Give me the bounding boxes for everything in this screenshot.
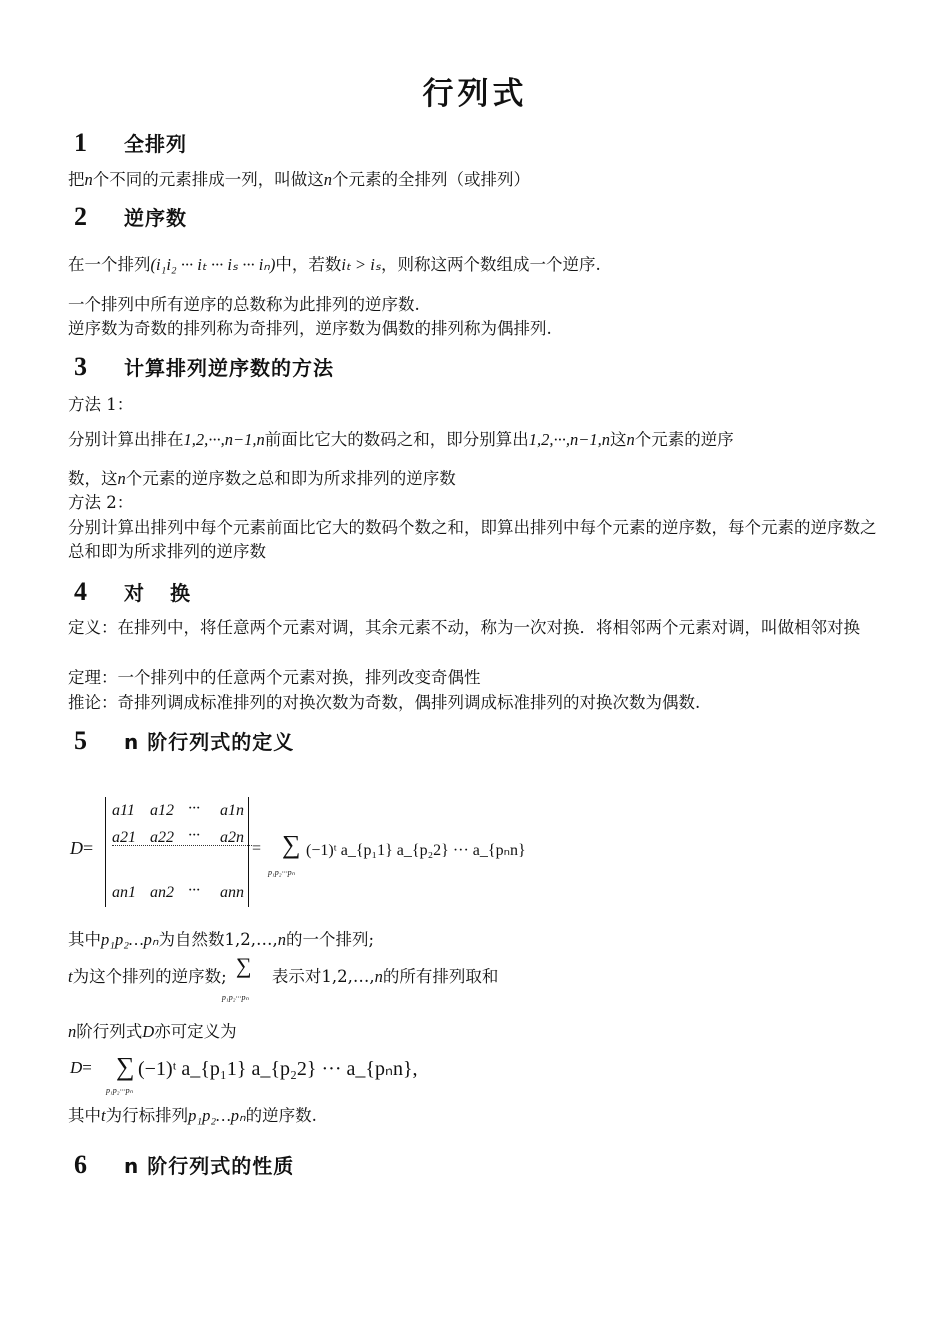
p-sequence: p₁p₂…pₙ (188, 1106, 246, 1125)
var-n: n (117, 469, 126, 488)
inversion-definition (68, 253, 601, 277)
section-heading-6 (74, 1150, 294, 1180)
matrix-entry: a22 (150, 829, 174, 846)
summation-index: p₁p₂···pₙ (221, 993, 249, 1002)
section-label: n 阶行列式的定义 (124, 730, 295, 754)
symbol-D: D (142, 1022, 155, 1041)
odd-even-permutation-definition: 逆序数为奇数的排列称为奇排列，逆序数为偶数的排列称为偶排列. (68, 319, 552, 338)
text-run: 的一个排列; (285, 930, 375, 949)
text-run: 前面比它大的数码之和，即分别算出 (264, 430, 529, 449)
text-run: 阶行列式 (76, 1022, 143, 1041)
text-run: 中，若数 (275, 255, 342, 274)
matrix-entry: ··· (188, 827, 200, 844)
text-run: 的逆序数. (245, 1106, 317, 1125)
text-run: 亦可定义为 (154, 1022, 237, 1041)
matrix-entry: ann (220, 884, 244, 901)
matrix-entry: an1 (112, 884, 136, 901)
row-index-note (68, 1104, 317, 1128)
var-n: n (323, 170, 332, 189)
method-1-label: 方法 1： (68, 395, 134, 414)
section-number: 4 (74, 577, 87, 606)
text-run: 个不同的元素排成一列，叫做这 (92, 170, 324, 189)
var-t: t (101, 1106, 106, 1125)
text-run: 个元素的全排列（或排列） (332, 170, 530, 189)
symbol-D (70, 838, 93, 859)
section-heading-1 (74, 128, 187, 158)
inequality-expression: iₜ > iₛ (341, 255, 381, 274)
transposition-corollary: 推论：奇排列调成标准排列的对换次数为奇数，偶排列调成标准排列的对换次数为偶数. (68, 693, 701, 712)
permutation-note (68, 928, 374, 952)
transposition-definition: 定义：在排列中，将任意两个元素对调，其余元素不动，称为一次对换．将相邻两个元素对调，叫做相邻对换 (68, 618, 860, 637)
section-number: 1 (74, 128, 87, 157)
permutation-expression: (i₁i₂ ··· iₜ ··· iₛ ··· iₙ) (150, 255, 276, 274)
matrix-entry: a21 (112, 829, 136, 846)
inversion-number-definition: 一个排列中所有逆序的总数称为此排列的逆序数. (68, 295, 420, 314)
text-run: 数，这 (68, 469, 118, 488)
symbol-D-text: D (70, 1058, 83, 1077)
text-run: 在一个排列 (68, 255, 151, 274)
var-t: t (68, 967, 73, 986)
text-run: 为行标排列 (105, 1106, 189, 1125)
method-1-text-line2 (68, 467, 456, 491)
equals-sign: = (82, 1058, 92, 1077)
matrix-entry: ··· (188, 882, 200, 899)
equals-sign: = (83, 838, 94, 858)
matrix-entry: ··· (188, 800, 200, 817)
section-number: 3 (74, 352, 87, 381)
determinant-right-bar (248, 797, 249, 907)
determinant-left-bar (105, 797, 106, 907)
determinant-term: (−1)ᵗ a_{p₁1} a_{p₂2} ··· a_{pₙn}, (138, 1058, 418, 1080)
matrix-entry: a12 (150, 802, 174, 819)
summation-symbol: ∑ (116, 1052, 135, 1081)
summation-inline (221, 953, 272, 1002)
text-run: 表示对1,2,…, (271, 967, 375, 986)
var-n: n (626, 430, 635, 449)
section-number: 2 (74, 202, 87, 231)
section-number: 6 (74, 1150, 87, 1179)
section-label: 计算排列逆序数的方法 (124, 356, 334, 380)
var-n: n (68, 1022, 77, 1041)
matrix-entry: a1n (220, 802, 244, 819)
summation-index: p₁p₂···pₙ (106, 1086, 133, 1095)
text-run: 为这个排列的逆序数; (72, 967, 227, 986)
text-run: ，则称这两个数组成一个逆序. (380, 255, 601, 274)
text-run: 分别计算出排在 (68, 430, 184, 449)
matrix-dotted-row (112, 845, 252, 846)
text-run: 其中 (68, 930, 101, 949)
section-heading-2 (74, 202, 187, 232)
text-run: 把 (68, 170, 85, 189)
equals-sign: = (252, 840, 262, 857)
text-run: 这 (610, 430, 627, 449)
var-n: n (277, 930, 286, 949)
page-title: 行列式 (422, 76, 528, 112)
p-sequence: p₁p₂…pₙ (101, 930, 159, 949)
method-2-text: 分别计算出排列中每个元素前面比它大的数码个数之和，即算出排列中每个元素的逆序数，每个元素的逆序数之总和即为所求排列的逆序数 (68, 518, 877, 561)
summation-symbol: ∑ (282, 830, 301, 859)
method-1-text-line1 (68, 428, 734, 452)
summation-symbol: ∑ (235, 953, 252, 978)
determinant-term: (−1)ᵗ a_{p₁1} a_{p₂2} ··· a_{pₙn} (306, 842, 526, 859)
summation-index: p₁p₂···pₙ (268, 868, 295, 877)
section-label: 对 换 (124, 581, 193, 605)
text-run: 的所有排列取和 (382, 967, 499, 986)
sequence-expression: 1,2,···,n−1,n (183, 430, 265, 449)
alternative-definition-intro (68, 1020, 237, 1044)
text-run: 个元素的逆序数之总和即为所求排列的逆序数 (125, 469, 456, 488)
section-label: 全排列 (124, 132, 187, 156)
alternative-definition-formula (70, 1052, 470, 1102)
section-label: n 阶行列式的性质 (124, 1154, 295, 1178)
method-2-label: 方法 2： (68, 493, 134, 512)
section-heading-4 (74, 577, 193, 607)
matrix-entry: a2n (220, 829, 244, 846)
var-n: n (374, 967, 383, 986)
text-run: 其中 (68, 1106, 101, 1125)
var-n: n (84, 170, 93, 189)
symbol-D (70, 1058, 92, 1078)
text-run: 个元素的逆序 (634, 430, 734, 449)
full-permutation-definition (68, 168, 530, 192)
section-heading-5 (74, 726, 294, 756)
sequence-expression: 1,2,···,n−1,n (528, 430, 611, 449)
text-run: 为自然数1,2,…, (158, 930, 278, 949)
inversion-sum-note (68, 953, 499, 1002)
section-number: 5 (74, 726, 87, 755)
section-label: 逆序数 (124, 206, 187, 230)
matrix-entry: a11 (112, 802, 135, 819)
symbol-D-text: D (70, 838, 83, 858)
section-heading-3 (74, 352, 334, 382)
matrix-entry: an2 (150, 884, 174, 901)
determinant-definition-formula (70, 792, 630, 914)
transposition-theorem: 定理：一个排列中的任意两个元素对换，排列改变奇偶性 (68, 668, 481, 687)
